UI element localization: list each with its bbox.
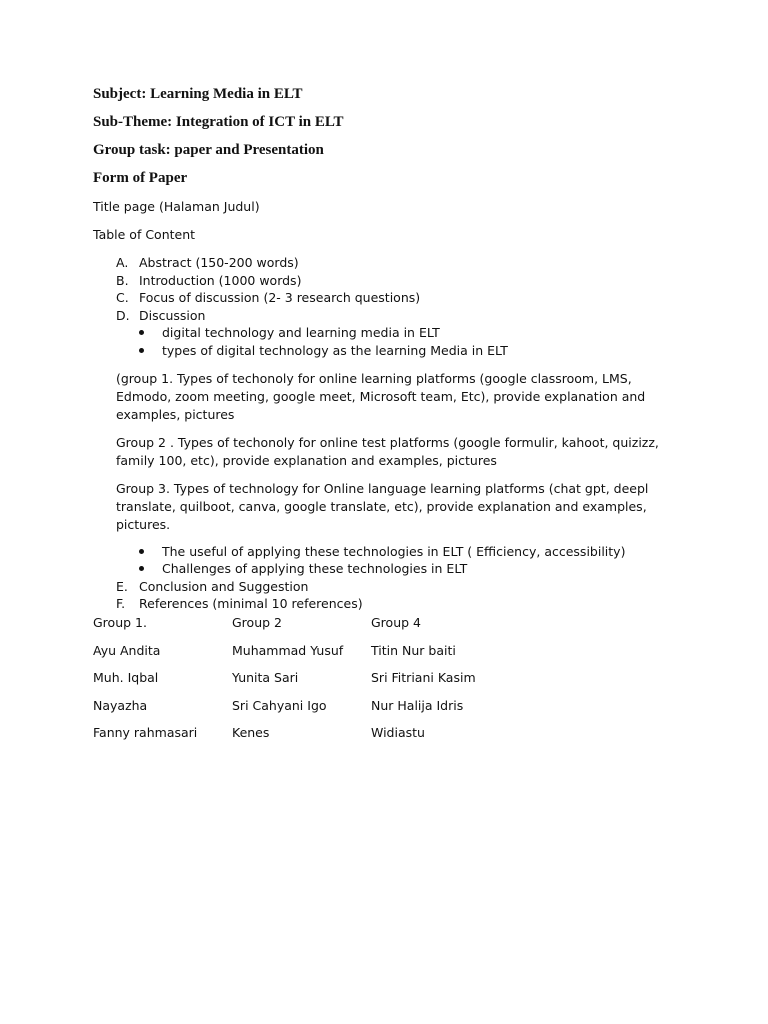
member-name: Yunita Sari xyxy=(232,670,299,686)
bullet-text: digital technology and learning media in ELT xyxy=(162,325,440,341)
bullet-text: Challenges of applying these technologies in ELT xyxy=(162,561,468,577)
group-header: Group 2 xyxy=(232,615,282,631)
bullet-item xyxy=(93,324,683,342)
bullet-text: types of digital technology as the learning Media in ELT xyxy=(162,342,508,358)
member-name: Ayu Andita xyxy=(93,642,161,658)
member-name: Nur Halija Idris xyxy=(371,697,464,713)
group-1-paragraph: (group 1. Types of techonoly for online learning platforms (google classroom, LMS, Edmodo, zoom meeting, google meet, Microsoft team, Etc), provide explanation and examples, pictures xyxy=(116,370,646,422)
document-page xyxy=(93,86,683,613)
member-name: Muh. Iqbal xyxy=(93,670,159,686)
groups-row xyxy=(93,664,510,692)
group-header: Group 4 xyxy=(371,615,421,631)
group-header: Group 1. xyxy=(93,615,147,631)
outline-list-bottom xyxy=(93,578,683,613)
member-name: Fanny rahmasari xyxy=(93,725,198,741)
group-task-heading: Group task: paper and Presentation xyxy=(93,142,324,158)
outline-text: Conclusion and Suggestion xyxy=(139,578,309,594)
bullet-item xyxy=(93,543,683,561)
outline-marker: F. xyxy=(116,596,126,612)
bullet-dot-icon xyxy=(139,566,144,571)
title-page-line: Title page (Halaman Judul) xyxy=(93,199,260,214)
outline-text: Introduction (1000 words) xyxy=(139,272,302,288)
groups-table xyxy=(93,609,510,747)
outline-marker: D. xyxy=(116,307,130,323)
outline-marker: B. xyxy=(116,272,129,288)
later-bullets xyxy=(93,543,683,578)
outline-item xyxy=(93,578,683,596)
member-name: Kenes xyxy=(232,725,270,741)
outline-marker: E. xyxy=(116,578,128,594)
groups-row xyxy=(93,637,510,665)
bullet-item xyxy=(93,342,683,360)
subject-heading: Subject: Learning Media in ELT xyxy=(93,86,303,102)
member-name: Sri Cahyani Igo xyxy=(232,697,327,713)
group-3-paragraph: Group 3. Types of technology for Online language learning platforms (chat gpt, deepl translate, quilboot, canva, google translate, etc), provide explanation and examples, pictures. xyxy=(116,480,649,532)
toc-line: Table of Content xyxy=(93,227,196,242)
bullet-dot-icon xyxy=(139,549,144,554)
groups-row xyxy=(93,719,510,747)
outline-text: Abstract (150-200 words) xyxy=(139,255,299,270)
member-name: Widiastu xyxy=(371,725,425,741)
sub-theme-heading: Sub-Theme: Integration of ICT in ELT xyxy=(93,114,344,130)
outline-item xyxy=(93,272,683,290)
group-2-paragraph: Group 2 . Types of techonoly for online test platforms (google formulir, kahoot, quizizz, family 100, etc), provide explanation and examples, pictures xyxy=(116,434,659,468)
outline-text: References (minimal 10 references) xyxy=(139,596,363,612)
outline-text: Focus of discussion (2- 3 research questions) xyxy=(139,290,421,306)
outline-item xyxy=(93,307,683,325)
bullet-dot-icon xyxy=(139,330,144,335)
member-name: Titin Nur baiti xyxy=(371,642,456,658)
outline-text: Discussion xyxy=(139,307,206,323)
outline-marker: C. xyxy=(116,290,129,306)
bullet-text: The useful of applying these technologies in ELT ( Efficiency, accessibility) xyxy=(162,543,626,559)
form-of-paper-heading: Form of Paper xyxy=(93,170,188,186)
outline-item xyxy=(93,289,683,307)
discussion-bullets xyxy=(93,324,683,359)
member-name: Nayazha xyxy=(93,697,148,713)
outline-item xyxy=(93,254,683,272)
member-name: Sri Fitriani Kasim xyxy=(371,670,476,686)
member-name: Muhammad Yusuf xyxy=(232,642,344,658)
outline-marker: A. xyxy=(116,255,129,270)
groups-header-row xyxy=(93,609,510,637)
outline-list-top xyxy=(93,254,683,324)
groups-row xyxy=(93,692,510,720)
bullet-item xyxy=(93,560,683,578)
bullet-dot-icon xyxy=(139,348,144,353)
